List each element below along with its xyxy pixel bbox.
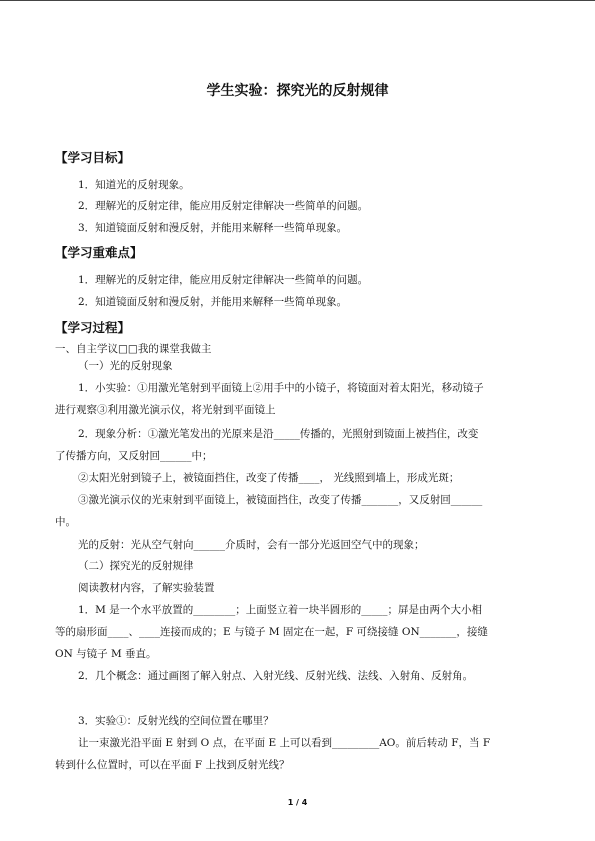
process-line: 中。 [55, 516, 76, 528]
process-line: ②太阳光射到镜子上，被镜面挡住，改变了传播____， 光线照到墙上，形成光斑； [78, 472, 460, 484]
process-line: 进行观察③利用激光演示仪，将光射到平面镜上 [55, 404, 276, 416]
process-line: 1．M 是一个水平放置的________；上面竖立着一块半圆形的_____；屏是由两个大小相 [78, 604, 483, 616]
process-line: （一）光的反射现象 [78, 360, 173, 372]
process-line: （二）探究光的反射规律 [78, 560, 194, 572]
goal-item-2: 2．理解光的反射定律，能应用反射定律解决一些简单的问题。 [78, 200, 369, 212]
goal-item-1: 1．知道光的反射现象。 [78, 179, 190, 191]
process-line: 阅读教材内容，了解实验装置 [78, 582, 215, 594]
page-title: 学生实验：探究光的反射规律 [206, 83, 389, 99]
process-line: 光的反射：光从空气射向______介质时，会有一部分光返回空气中的现象； [78, 539, 425, 551]
process-line: 2．几个概念：通过画图了解入射点、入射光线、反射光线、法线、入射角、反射角。 [78, 670, 474, 682]
process-line: 等的扇形面____、____连接而成的；E 与镜子 M 固定在一起，F 可绕接缝 ON_______，接缝 [55, 626, 488, 638]
key-point-item-1: 1．理解光的反射定律，能应用反射定律解决一些简单的问题。 [78, 274, 369, 286]
process-line: 转到什么位置时，可以在平面 F 上找到反射光线？ [55, 759, 290, 771]
process-line: 了传播方向，又反射回______中； [55, 450, 213, 462]
heading-key-points: 【学习重难点】 [55, 245, 143, 260]
heading-goals: 【学习目标】 [55, 150, 131, 165]
process-line: ON 与镜子 M 垂直。 [55, 648, 157, 660]
process-line: 让一束激光沿平面 E 射到 O 点，在平面 E 上可以看到_________AO。前后转动 F，当 F [78, 737, 491, 749]
process-line: 2．现象分析：①激光笔发出的光原来是沿_____传播的，光照射到镜面上被挡住，改变 [78, 428, 479, 440]
page-number: 1 / 4 [287, 798, 308, 807]
process-line: 1．小实验：①用激光笔射到平面镜上②用手中的小镜子，将镜面对着太阳光，移动镜子 [78, 382, 484, 394]
key-point-item-2: 2．知道镜面反射和漫反射，并能用来解释一些简单现象。 [78, 296, 348, 308]
process-line: 3．实验①：反射光线的空间位置在哪里？ [78, 715, 274, 727]
goal-item-3: 3．知道镜面反射和漫反射，并能用来解释一些简单现象。 [78, 222, 348, 234]
process-line: ③激光演示仪的光束射到平面镜上，被镜面挡住，改变了传播_______，又反射回______ [78, 494, 483, 506]
heading-process: 【学习过程】 [55, 320, 131, 335]
process-line: 一、自主学议□□我的课堂我做主 [55, 343, 212, 355]
